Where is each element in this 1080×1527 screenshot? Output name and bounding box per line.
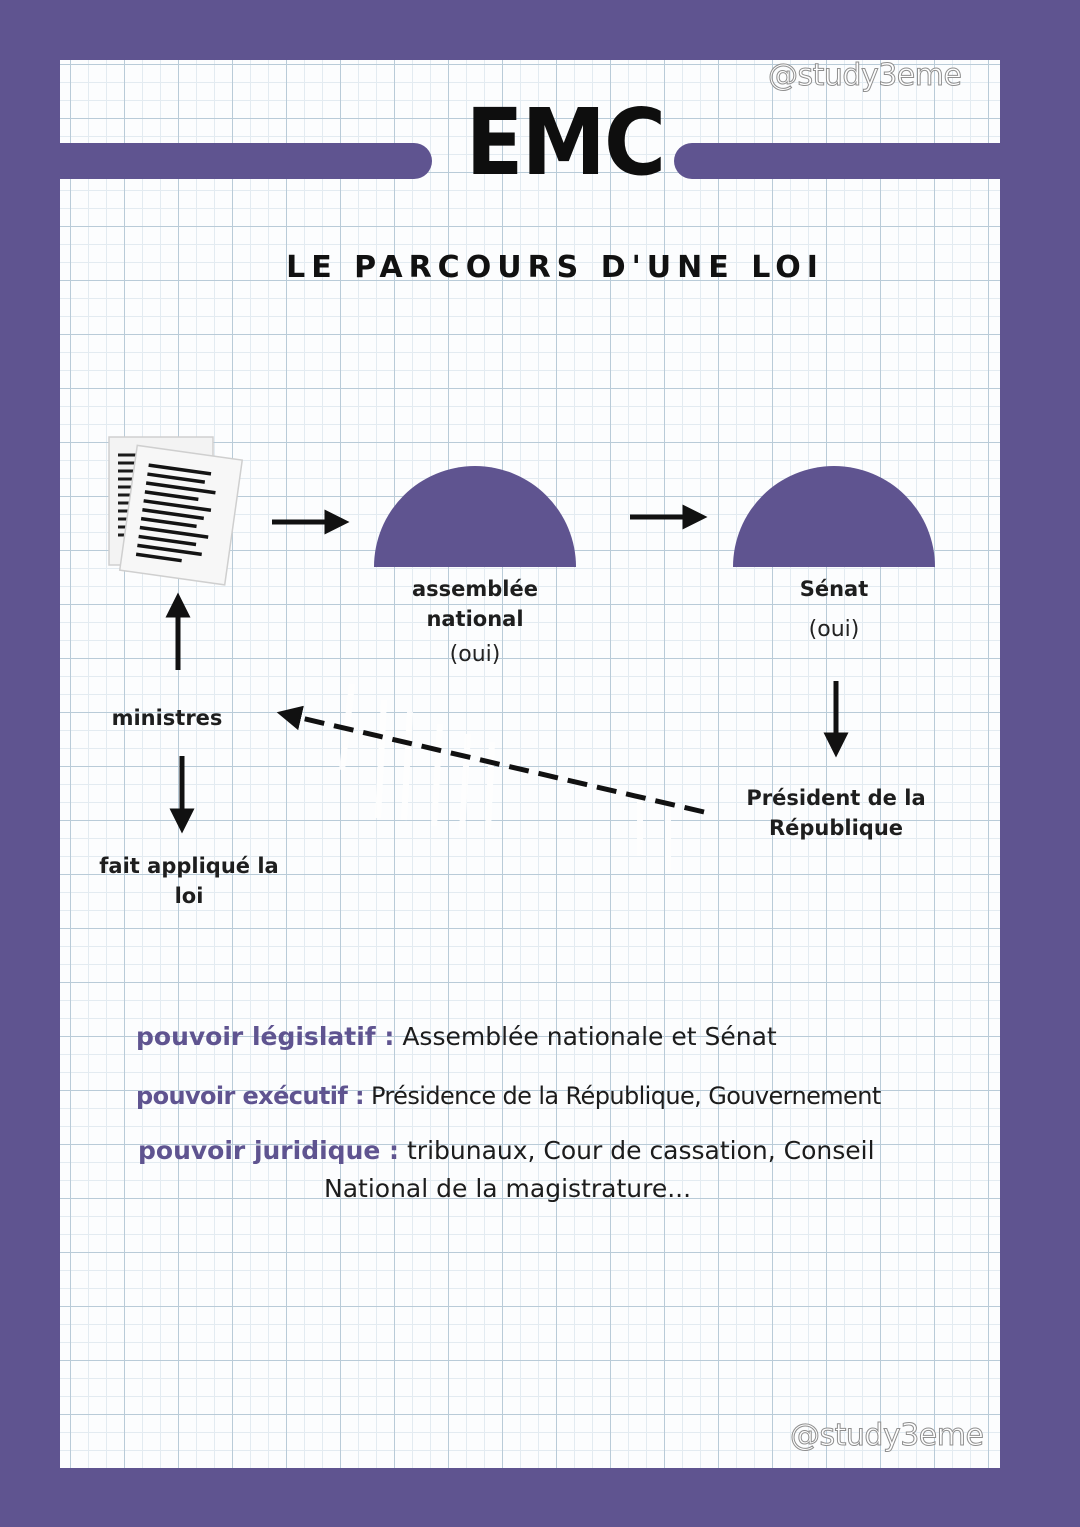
power-legislatif-key: pouvoir législatif :	[136, 1022, 395, 1051]
power-legislatif-value: Assemblée nationale et Sénat	[402, 1022, 777, 1051]
assemblee-label-line2: national	[426, 607, 524, 631]
page-subtitle: LE PARCOURS D'UNE LOI	[286, 250, 824, 285]
power-juridique-value-cont: National de la magistrature...	[324, 1174, 692, 1203]
senat-status: (oui)	[808, 617, 860, 642]
power-executif-key: pouvoir exécutif :	[136, 1082, 364, 1110]
president-label-line1: Président de la	[746, 786, 926, 810]
power-legislatif	[136, 1022, 777, 1051]
president-label-line2: République	[768, 816, 904, 840]
power-executif	[136, 1082, 881, 1110]
assemblee-label-line1: assemblée	[411, 577, 538, 601]
power-juridique-value: tribunaux, Cour de cassation, Conseil	[406, 1136, 875, 1165]
power-executif-value: Présidence de la République, Gouvernement	[370, 1082, 881, 1110]
application-label-line1: fait appliqué la	[99, 854, 279, 878]
power-juridique	[138, 1136, 875, 1165]
application-label-line2: loi	[174, 884, 204, 908]
dashed-arrow-president-to-ministres	[284, 714, 704, 812]
watermark-top: @study3eme	[768, 58, 962, 93]
page-title: EMC	[465, 89, 665, 196]
president-label	[720, 783, 952, 843]
document-stack-icon	[109, 437, 242, 585]
application-label	[90, 851, 288, 911]
assemblee-label	[375, 574, 575, 634]
watermark-bottom: @study3eme	[790, 1418, 984, 1453]
assemblee-status: (oui)	[449, 642, 501, 667]
power-juridique-key: pouvoir juridique :	[138, 1136, 400, 1165]
ministres-label: ministres	[111, 706, 223, 730]
senat-label: Sénat	[799, 577, 869, 601]
